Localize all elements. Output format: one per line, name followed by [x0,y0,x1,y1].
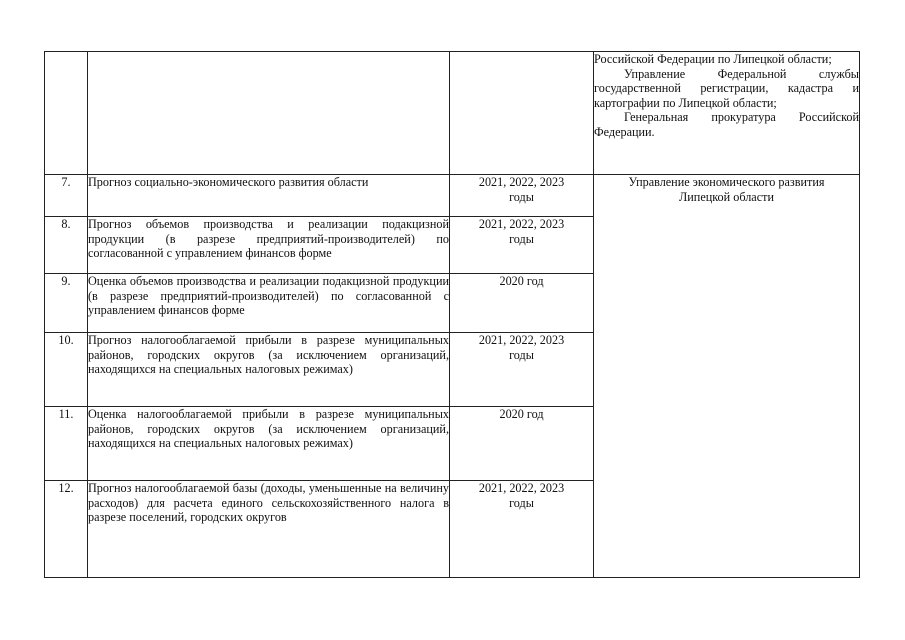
executor-name: Управление экономического развития [628,175,825,189]
period-unit: годы [509,189,534,204]
executor-region: Липецкой области [679,189,774,204]
period-unit: годы [509,347,534,362]
table-row [45,52,860,175]
period-years: 2021, 2022, 2023 [478,481,565,495]
description-cell [88,52,450,175]
period-years: 2021, 2022, 2023 [478,175,565,189]
row-description: Оценка объемов производства и реализации подакцизной продукции (в разрезе предприятий-производителей) по согласованной с управлением финансов форме [88,274,450,333]
row-description: Оценка налогооблагаемой прибыли в разрезе муниципальных районов, городских округов (за исключением организаций, находящихся на специальных налоговых режимах) [88,407,450,481]
document-table [44,51,860,578]
row-period [450,481,594,578]
row-description: Прогноз налогооблагаемой базы (доходы, уменьшенные на величину расходов) для расчета единого сельскохозяйственного налога в разрезе поселений, городских округов [88,481,450,578]
row-number: 7. [45,175,88,217]
row-description: Прогноз социально-экономического развития области [88,175,450,217]
period-unit: годы [509,495,534,510]
period-years: 2021, 2022, 2023 [478,217,565,231]
period-years: 2021, 2022, 2023 [478,333,565,347]
row-number-cell [45,52,88,175]
executor-text: Российской Федерации по Липецкой области; [594,52,832,66]
row-number: 9. [45,274,88,333]
row-period [450,407,594,481]
period-unit: годы [509,231,534,246]
period-years: 2020 год [499,274,544,288]
executor-cell [594,52,860,175]
row-number: 12. [45,481,88,578]
row-description: Прогноз объемов производства и реализации подакцизной продукции (в разрезе предприятий-производителей) по согласованной с управлением финансов форме [88,217,450,274]
executor-merged-cell [594,175,860,578]
period-cell [450,52,594,175]
executor-text: Генеральная прокуратура Российской Федерации. [594,110,859,139]
row-number: 8. [45,217,88,274]
executor-text: Управление Федеральной службы государственной регистрации, кадастра и картографии по Липецкой области; [594,66,859,110]
row-period [450,217,594,274]
row-period [450,175,594,217]
table-row [45,175,860,217]
row-number: 11. [45,407,88,481]
period-years: 2020 год [499,407,544,421]
row-period [450,333,594,407]
row-number: 10. [45,333,88,407]
row-period [450,274,594,333]
row-description: Прогноз налогооблагаемой прибыли в разрезе муниципальных районов, городских округов (за исключением организаций, находящихся на специальных налоговых режимах) [88,333,450,407]
